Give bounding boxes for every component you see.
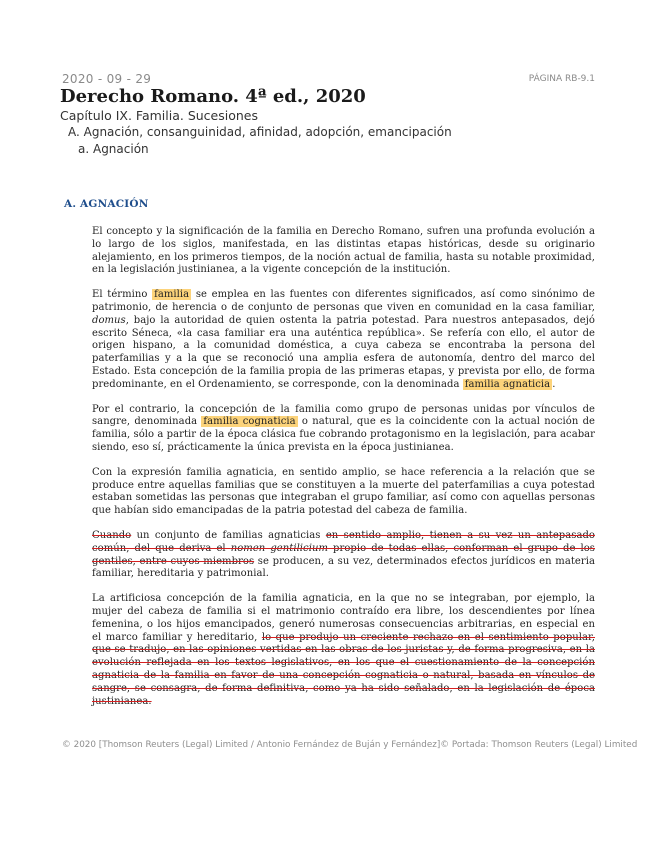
text-run: un conjunto de familias agnaticias [131, 529, 326, 541]
strikethrough-annotation[interactable]: nomen gentilicium [230, 542, 328, 554]
text-run: . [552, 378, 556, 390]
subsubsection-heading: a. Agnación [78, 142, 149, 156]
paragraph-6 [92, 593, 595, 708]
paragraph-1: El concepto y la significación de la familia en Derecho Romano, sufren una profunda evolución a lo largo de los siglos, manifestada, en las distintas etapas históricas, desde su originario alejamiento, en los primeros tiempos, de la noción actual de familia, hasta su notable proximidad, en la legislación justinianea, a la vigente concepción de la institución. [92, 226, 595, 276]
subsection-heading: A. Agnación, consanguinidad, afinidad, adopción, emancipación [68, 125, 452, 139]
text-run: se emplea en las fuentes con diferentes significados, así como sinónimo de patrimonio, de herencia o de conjunto de personas que viven en comunidad en la casa familiar, [92, 289, 595, 313]
chapter-heading: Capítulo IX. Familia. Sucesiones [60, 108, 258, 123]
strikethrough-annotation[interactable]: Cuando [92, 529, 132, 541]
text-run: El término [92, 289, 153, 301]
paragraph-5 [92, 530, 595, 581]
text-run: , bajo la autoridad de quien ostenta la patria potestad. Para nuestros antepasados, dejó escrito Séneca, «la casa familiar era una auténtica república». Se refería con ello, el autor de origen hispano, a la comunidad doméstica, a cuya cabeza se encontraba la persona del paterfamilias y a la que se reconoció una amplia esfera de autonomía, dentro del marco del Estado. Esta concepción de la familia propia de las primeras etapas, y prevista por ello, de forma predominante, en el Ordenamiento, se corresponde, con la denominada [92, 314, 595, 390]
document-date: 2020 - 09 - 29 [62, 72, 152, 86]
text-run: se producen, a su vez, determinados efectos jurídicos en materia familiar, hereditaria y patrimonial. [92, 555, 595, 580]
text-run: La artificiosa concepción de la familia agnaticia, en la que no se integraban, por ejemplo, la mujer del cabeza de familia si el matrimonio contraído era libre, los descendientes por línea femenina, o los hijos emancipados, generó numerosas consecuencias arbitrarias, en especial en el marco familiar y hereditario, [92, 593, 595, 643]
highlight-familia[interactable]: familia [154, 289, 190, 301]
strikethrough-annotation[interactable]: propio de todas ellas, conforman el grupo de los gentiles, entre cuyos miembros [92, 542, 595, 567]
document-body [92, 226, 595, 720]
copyright-footer: © 2020 [Thomson Reuters (Legal) Limited / Antonio Fernández de Buján y Fernández]© Portada: Thomson Reuters (Legal) Limited [62, 740, 638, 750]
paragraph-2 [92, 289, 595, 391]
highlight-familia-agnaticia[interactable]: familia agnaticia [464, 378, 551, 390]
strikethrough-annotation[interactable]: lo que produjo un creciente rechazo en el sentimiento popular, que se tradujo, en las opiniones vertidas en las obras de los juristas y, de forma progresiva, en la evolución reflejada en los textos legislativos, en los que el cuestionamiento de la concepción agnaticia de la familia en favor de una concepción cognaticia o natural, basada en vínculos de sangre, se consagra, de forma definitiva, como ya ha sido señalado, en la legislación de época justinianea. [92, 631, 595, 707]
paragraph-4: Con la expresión familia agnaticia, en sentido amplio, se hace referencia a la relación que se produce entre aquellas familias que se constituyen a la muerte del paterfamilias a cuya potestad estaban sometidas las personas que integraban el grupo familiar, así como con aquellas personas que habían sido emancipadas de la patria potestad del cabeza de familia. [92, 466, 595, 517]
text-run: o natural, que es la coincidente con la actual noción de familia, sólo a partir de la época clásica fue cobrando protagonismo en la legislación, para acabar siendo, eso sí, prácticamente la única prevista en la época justinianea. [92, 416, 595, 453]
book-title: Derecho Romano. 4ª ed., 2020 [60, 86, 366, 107]
text-run: Por el contrario, la concepción de la familia como grupo de personas unidas por vínculos de sangre, denominada [92, 403, 595, 428]
section-title: A. AGNACIÓN [64, 198, 149, 210]
strikethrough-annotation[interactable]: en sentido amplio, tienen a su vez un antepasado común, del que deriva el [92, 529, 595, 554]
page-number: PÁGINA RB-9.1 [528, 74, 595, 84]
highlight-familia-cognaticia[interactable]: familia cognaticia [203, 416, 296, 428]
paragraph-3 [92, 404, 595, 455]
italic-domus: domus [92, 314, 126, 326]
